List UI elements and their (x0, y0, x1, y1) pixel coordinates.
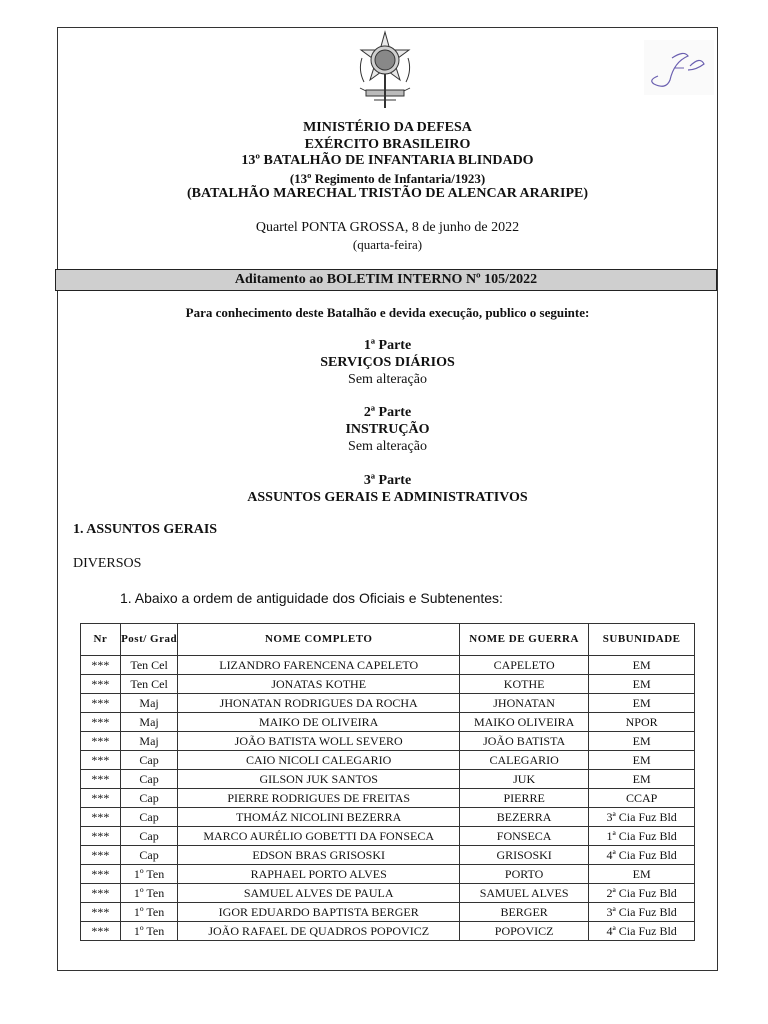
part-1-text: Sem alteração (348, 372, 427, 387)
cell-nr: *** (81, 884, 121, 903)
cell-full-name: EDSON BRAS GRISOSKI (178, 846, 460, 865)
table-row (81, 789, 695, 808)
cell-rank: Ten Cel (120, 675, 178, 694)
table-row (81, 732, 695, 751)
cell-full-name: CAIO NICOLI CALEGARIO (178, 751, 460, 770)
ministry-heading: MINISTÉRIO DA DEFESA (303, 120, 472, 135)
cell-subunit: EM (589, 656, 695, 675)
cell-subunit: 2ª Cia Fuz Bld (589, 884, 695, 903)
cell-war-name: JOÃO BATISTA (459, 732, 588, 751)
cell-war-name: GRISOSKI (459, 846, 588, 865)
table-row (81, 884, 695, 903)
cell-subunit: EM (589, 675, 695, 694)
cell-nr: *** (81, 922, 121, 941)
army-heading: EXÉRCITO BRASILEIRO (304, 137, 471, 152)
table-row (81, 675, 695, 694)
cell-subunit: 4ª Cia Fuz Bld (589, 846, 695, 865)
cell-war-name: BERGER (459, 903, 588, 922)
cell-nr: *** (81, 751, 121, 770)
cell-full-name: PIERRE RODRIGUES DE FREITAS (178, 789, 460, 808)
cell-rank: Cap (120, 808, 178, 827)
cell-subunit: 3ª Cia Fuz Bld (589, 808, 695, 827)
cell-full-name: MAIKO DE OLIVEIRA (178, 713, 460, 732)
cell-war-name: POPOVICZ (459, 922, 588, 941)
cell-subunit: 1ª Cia Fuz Bld (589, 827, 695, 846)
cell-full-name: JONATAS KOTHE (178, 675, 460, 694)
part-1-title: SERVIÇOS DIÁRIOS (320, 355, 455, 370)
table-row (81, 713, 695, 732)
cell-rank: 1º Ten (120, 865, 178, 884)
handwritten-signature (644, 40, 714, 95)
cell-subunit: CCAP (589, 789, 695, 808)
cell-nr: *** (81, 656, 121, 675)
part-2-number: 2ª Parte (363, 405, 412, 420)
table-row (81, 922, 695, 941)
cell-full-name: GILSON JUK SANTOS (178, 770, 460, 789)
cell-full-name: MARCO AURÉLIO GOBETTI DA FONSECA (178, 827, 460, 846)
cell-full-name: JHONATAN RODRIGUES DA ROCHA (178, 694, 460, 713)
header-subunit: SUBUNIDADE (589, 624, 695, 656)
cell-nr: *** (81, 827, 121, 846)
cell-nr: *** (81, 865, 121, 884)
cell-full-name: JOÃO BATISTA WOLL SEVERO (178, 732, 460, 751)
cell-subunit: EM (589, 770, 695, 789)
cell-nr: *** (81, 846, 121, 865)
cell-war-name: CALEGARIO (459, 751, 588, 770)
cell-war-name: MAIKO OLIVEIRA (459, 713, 588, 732)
cell-nr: *** (81, 675, 121, 694)
cell-rank: Maj (120, 713, 178, 732)
cell-full-name: THOMÁZ NICOLINI BEZERRA (178, 808, 460, 827)
cell-nr: *** (81, 903, 121, 922)
cell-rank: Cap (120, 827, 178, 846)
cell-full-name: LIZANDRO FARENCENA CAPELETO (178, 656, 460, 675)
section-title: 1. ASSUNTOS GERAIS (73, 522, 218, 537)
cell-rank: 1º Ten (120, 903, 178, 922)
header-war-name: NOME DE GUERRA (459, 624, 588, 656)
table-row (81, 903, 695, 922)
marshal-heading: (BATALHÃO MARECHAL TRISTÃO DE ALENCAR ARARIPE) (187, 186, 588, 201)
cell-nr: *** (81, 713, 121, 732)
cell-full-name: SAMUEL ALVES DE PAULA (178, 884, 460, 903)
part-2-text: Sem alteração (348, 439, 427, 454)
part-1-number: 1ª Parte (363, 338, 412, 353)
cell-rank: Maj (120, 732, 178, 751)
table-row (81, 808, 695, 827)
cell-war-name: KOTHE (459, 675, 588, 694)
cell-rank: Maj (120, 694, 178, 713)
cell-war-name: PORTO (459, 865, 588, 884)
part-2-title: INSTRUÇÃO (345, 422, 430, 437)
officers-table (80, 623, 695, 941)
table-row (81, 827, 695, 846)
section-item: 1. Abaixo a ordem de antiguidade dos Oficiais e Subtenentes: (120, 590, 503, 606)
cell-full-name: IGOR EDUARDO BAPTISTA BERGER (178, 903, 460, 922)
cell-rank: Ten Cel (120, 656, 178, 675)
table-row (81, 846, 695, 865)
cell-full-name: RAPHAEL PORTO ALVES (178, 865, 460, 884)
table-row (81, 656, 695, 675)
part-3-title: ASSUNTOS GERAIS E ADMINISTRATIVOS (247, 490, 528, 505)
table-header-row (81, 624, 695, 656)
cell-nr: *** (81, 694, 121, 713)
national-coat-of-arms-icon (354, 30, 416, 112)
cell-war-name: SAMUEL ALVES (459, 884, 588, 903)
cell-war-name: BEZERRA (459, 808, 588, 827)
header-full-name: NOME COMPLETO (178, 624, 460, 656)
cell-nr: *** (81, 732, 121, 751)
cell-rank: 1º Ten (120, 884, 178, 903)
cell-subunit: EM (589, 694, 695, 713)
cell-subunit: EM (589, 732, 695, 751)
regiment-heading: (13º Regimento de Infantaria/1923) (289, 171, 486, 186)
cell-full-name: JOÃO RAFAEL DE QUADROS POPOVICZ (178, 922, 460, 941)
cell-nr: *** (81, 789, 121, 808)
section-subtitle: DIVERSOS (73, 556, 142, 571)
table-row (81, 694, 695, 713)
cell-subunit: 3ª Cia Fuz Bld (589, 903, 695, 922)
place-date: Quartel PONTA GROSSA, 8 de junho de 2022 (255, 220, 520, 235)
part-3-number: 3ª Parte (363, 473, 412, 488)
cell-war-name: PIERRE (459, 789, 588, 808)
cell-nr: *** (81, 770, 121, 789)
cell-rank: Cap (120, 789, 178, 808)
intro-text: Para conhecimento deste Batalhão e devida execução, publico o seguinte: (185, 305, 590, 320)
cell-rank: Cap (120, 770, 178, 789)
table-row (81, 770, 695, 789)
cell-war-name: FONSECA (459, 827, 588, 846)
cell-war-name: JHONATAN (459, 694, 588, 713)
bulletin-banner: Aditamento ao BOLETIM INTERNO Nº 105/2022 (55, 269, 717, 291)
battalion-heading: 13º BATALHÃO DE INFANTARIA BLINDADO (241, 153, 534, 168)
cell-rank: 1º Ten (120, 922, 178, 941)
cell-war-name: JUK (459, 770, 588, 789)
cell-subunit: NPOR (589, 713, 695, 732)
cell-rank: Cap (120, 751, 178, 770)
header-post-grad: Post/ Grad (120, 624, 178, 656)
weekday: (quarta-feira) (352, 237, 423, 252)
header-nr: Nr (81, 624, 121, 656)
cell-nr: *** (81, 808, 121, 827)
cell-subunit: 4ª Cia Fuz Bld (589, 922, 695, 941)
cell-subunit: EM (589, 751, 695, 770)
cell-rank: Cap (120, 846, 178, 865)
cell-subunit: EM (589, 865, 695, 884)
table-row (81, 751, 695, 770)
table-row (81, 865, 695, 884)
cell-war-name: CAPELETO (459, 656, 588, 675)
